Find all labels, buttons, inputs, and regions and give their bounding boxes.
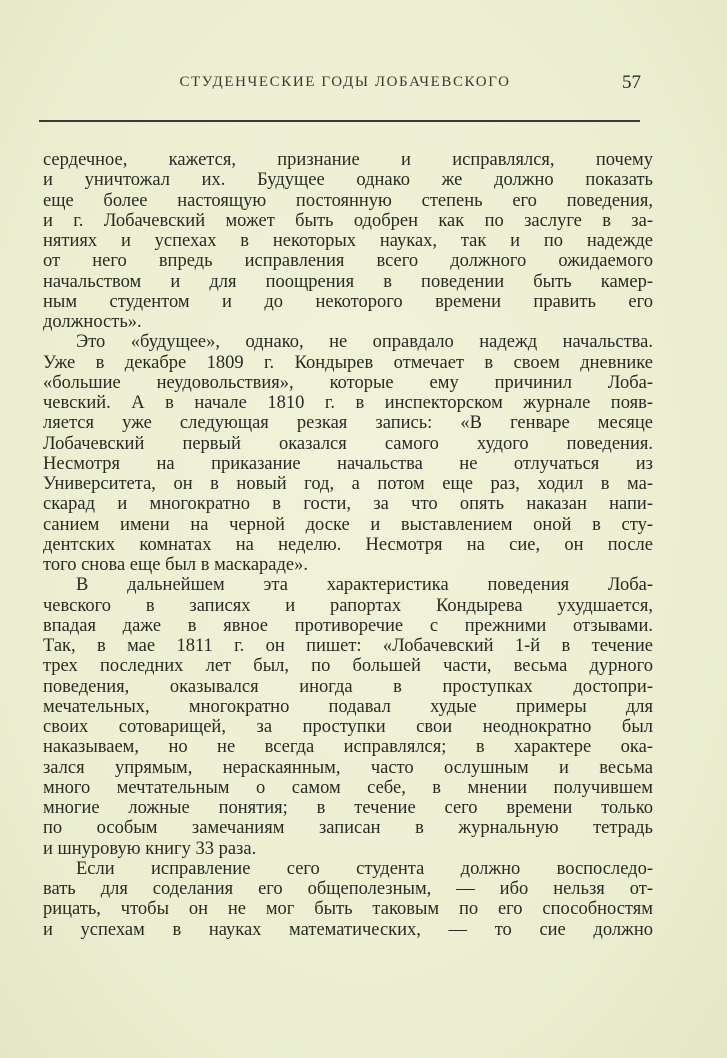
text-line: В дальнейшем эта характеристика поведения Лоба- (76, 575, 653, 596)
text-line: и г. Лобачевский может быть одобрен как по заслуге в за- (43, 210, 653, 231)
text-line: «большие неудовольствия», которые ему причинил Лоба- (43, 372, 653, 393)
text-line: и успехам в науках математических, — то сие должно (43, 919, 653, 940)
text-line: санием имени на черной доске и выставлением оной в сту- (43, 514, 653, 535)
text-line: нятиях и успехах в некоторых науках, так и по надежде (43, 231, 653, 251)
text-line: поведения, оказывался иногда в проступках достопри- (43, 676, 653, 697)
text-line: чевский. А в начале 1810 г. в инспекторском журнале появ- (43, 393, 653, 413)
text-line: по особым замечаниям записан в журнальную тетрадь (43, 818, 653, 839)
text-line: Так, в мае 1811 г. он пишет: «Лобачевский 1-й в течение (43, 636, 653, 656)
text-line: много мечтательным о самом себе, в мнении получившем (43, 777, 653, 798)
text-line: Уже в декабре 1809 г. Кондырев отмечает в своем дневнике (43, 352, 653, 373)
text-line: ным студентом и до некоторого времени править его (43, 291, 653, 312)
text-line: Лобачевский первый оказался самого худого поведения. (43, 433, 653, 454)
text-line: Это «будущее», однако, не оправдало надежд начальства. (76, 332, 653, 353)
text-line: Университета, он в новый год, а потом еще раз, ходил в ма- (43, 474, 653, 494)
body-text (43, 150, 653, 940)
text-line: мечательных, многократно подавал худые примеры для (43, 696, 653, 717)
text-line: Если исправление сего студента должно воспоследо- (76, 858, 653, 879)
text-line: и шнуровую книгу 33 раза. (43, 838, 257, 859)
text-line: еще более настоящую постоянную степень его поведения, (43, 190, 653, 211)
text-line: рицать, чтобы он не мог быть таковым по его способностям (43, 899, 653, 920)
text-line: и уничтожал их. Будущее однако же должно показать (43, 170, 653, 191)
text-line: скарад и многократно в гости, за что опять наказан напи- (43, 494, 653, 515)
text-line: вать для соделания его общеполезным, — ибо нельзя от- (43, 879, 653, 899)
text-line: от него впредь исправления всего должного ожидаемого (43, 251, 653, 272)
text-line: сердечное, кажется, признание и исправлялся, почему (43, 150, 653, 170)
text-line: наказываем, но не всегда исправлялся; в характере ока- (43, 737, 653, 758)
text-line: чевского в записях и рапортах Кондырева ухудшается, (43, 595, 653, 616)
page-number: 57 (622, 72, 641, 93)
text-line: начальством и для поощрения в поведении быть камер- (43, 271, 653, 292)
header-rule (39, 120, 640, 122)
text-line: трех последних лет был, по большей части, весьма дурного (43, 656, 653, 677)
text-line: того снова еще был в маскараде». (43, 555, 309, 575)
text-line: зался упрямым, нераскаянным, часто ослушным и весьма (43, 757, 653, 778)
text-line: многие ложные понятия; в течение сего времени только (43, 798, 653, 818)
text-line: ляется уже следующая резкая запись: «В генваре месяце (43, 413, 653, 434)
text-line: Несмотря на приказание начальства не отлучаться из (43, 453, 653, 474)
text-line: дентских комнатах на неделю. Несмотря на сие, он после (43, 534, 653, 555)
text-line: впадая даже в явное противоречие с прежними отзывами. (43, 615, 653, 636)
text-line: своих сотоварищей, за проступки свои неоднократно был (43, 717, 653, 737)
text-line: должность». (43, 312, 142, 332)
running-title: СТУДЕНЧЕСКИЕ ГОДЫ ЛОБАЧЕВСКОГО (179, 74, 511, 90)
